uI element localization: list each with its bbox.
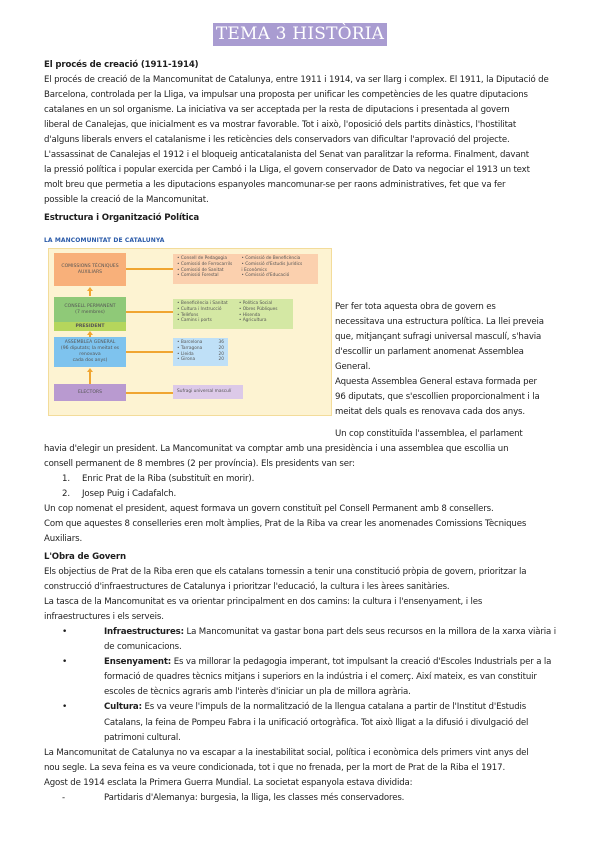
section-structure-heading-wrap — [44, 211, 558, 226]
list-item: i Econòmics — [241, 267, 267, 273]
paragraph-line: molt breu que permetia a les diputacions espanyoles mancomunar-se per raons administratives, fet que va fer — [44, 180, 506, 191]
list-item: • Comissió Forestal — [177, 273, 219, 279]
comissions-list-box — [173, 254, 318, 284]
comissions-list-col2 — [241, 256, 304, 279]
electors-label: ELECTORS — [77, 389, 103, 395]
paragraph-line: Auxiliars. — [44, 534, 83, 545]
presidents-list — [44, 472, 558, 502]
list-item: • Comissió de Sanitat — [177, 267, 224, 273]
bullet-text: Es va veure l'impuls de la normalització de la llengua catalana a partir de l'Institut d'Estudis — [141, 702, 527, 713]
paragraph-line: construcció d'infraestructures de Catalunya i prioritzar l'educació, la cultura i les àrees sanitàries. — [44, 582, 450, 593]
connector-line — [126, 392, 173, 394]
president-box — [54, 322, 126, 331]
list-item: • Comissió de Beneficència — [241, 256, 301, 261]
bullet-text: formació de quadres tècnics mitjans i superiors en la indústria i el comerç. Així mateix, es van constituir — [104, 672, 537, 683]
list-item: • Política Social — [238, 301, 273, 306]
assemblea-desc: (96 diputats; la meitat es renovava — [60, 346, 120, 357]
arrow-up-icon — [87, 287, 93, 291]
bullet-text: La Mancomunitat va gastar bona part dels seus recursos en la millora de la xarxa viària i — [183, 627, 556, 638]
list-item: • Comissió d'Educació — [241, 273, 290, 279]
assemblea-list-box — [173, 338, 228, 366]
bullet-text: de comunicacions. — [104, 642, 182, 653]
paragraph-line: General. — [335, 362, 371, 373]
assemblea-desc-2: cada dos anys) — [72, 358, 108, 363]
mancomunitat-diagram — [44, 237, 331, 417]
list-item: • Obres Públiques — [238, 306, 278, 312]
electors-list-box — [173, 385, 243, 399]
paragraph-line: Barcelona, controlada per la Lliga, va impulsar una proposta per unificar les competències de les quatre diputacions — [44, 90, 528, 101]
consell-list-box — [173, 299, 293, 329]
list-item — [177, 357, 224, 363]
paragraph-line: consell permanent de 8 membres (2 per província). Els presidents van ser: — [44, 459, 355, 470]
bullet-icon: • — [62, 627, 68, 638]
paragraph-line: Els objectius de Prat de la Riba eren que els catalans tornessin a tenir una constitució pròpia de govern, prioritzar la — [44, 567, 527, 578]
paragraph-line: la pressió política i popular exercida per Cambó i la Lliga, el govern conservador de Dato va negociar el 1913 un text — [44, 165, 530, 176]
province-seats: 36 — [218, 340, 224, 345]
paragraph-line: Per fer tota aquesta obra de govern es — [335, 302, 496, 312]
dash-marker: - — [62, 792, 65, 803]
dash-item — [44, 791, 558, 806]
bullet-icon: • — [62, 702, 68, 713]
bullet-text: patrimoni cultural. — [104, 732, 181, 743]
consell-members: (7 membres) — [75, 309, 105, 315]
province-seats: 20 — [218, 351, 224, 357]
list-item: • Cultura i Instrucció — [177, 306, 222, 312]
connector-line — [126, 268, 173, 270]
paragraph-line: possible la creació de la Mancomunitat. — [44, 195, 209, 206]
list-number: 1. — [62, 474, 70, 485]
list-item: • Comissió d'Estudis Jurídics — [241, 261, 303, 267]
province-name: • Girona — [177, 357, 196, 363]
bullet-text: Catalans, la feina de Pompeu Fabra i la unificació ortogràfica. Tot això lligat a la difusió i divulgació del — [104, 717, 529, 728]
province-seats: 20 — [218, 345, 224, 351]
paragraph-line: Agost de 1914 esclata la Primera Guerra Mundial. La societat espanyola estava dividida: — [44, 777, 413, 788]
president-label: PRESIDENT — [75, 323, 105, 329]
section-heading-creation: El procés de creació (1911-1914) — [44, 60, 199, 70]
electors-box — [54, 384, 126, 401]
suffrage-text: Sufragi universal masculí — [177, 389, 232, 395]
paragraph-line: La Mancomunitat de Catalunya no va escapar a la inestabilitat social, política i econòmica dels primers vint anys del — [44, 747, 529, 758]
bullet-term: Cultura: — [104, 702, 142, 713]
bullet-item-cultura — [44, 700, 558, 745]
diagram-title: LA MANCOMUNITAT DE CATALUNYA — [44, 237, 165, 244]
bullet-item-ensenyament — [44, 655, 558, 700]
paragraph-line: d'alguns liberals envers el catalanisme i les reticències dels conservadors van dificultar l'aprovació del projecte. — [44, 135, 510, 146]
president-item — [44, 487, 558, 502]
paragraph-line: Aquesta Assemblea General estava formada per — [335, 377, 537, 388]
paragraph-line: necessitava una estructura política. La llei preveia — [335, 317, 544, 328]
province-seats: 20 — [218, 357, 224, 363]
bullet-icon: • — [62, 657, 68, 668]
paragraph-line: catalanes en un sol organisme. La iniciativa va ser acceptada per la resta de diputacions i presentada al govern — [44, 105, 510, 116]
paragraph-line: 96 diputats, que s'escollien proporcionalment i la — [335, 392, 540, 403]
title-wrapper — [0, 23, 600, 46]
section-govern — [44, 550, 558, 806]
section-heading-govern: L'Obra de Govern — [44, 552, 126, 562]
list-number: 2. — [62, 489, 70, 500]
assemblea-box — [54, 337, 126, 367]
section-creation — [44, 58, 558, 208]
paragraph-line: havia d'elegir un president. La Mancomunitat va comptar amb una presidència i una assemblea que escollia un — [44, 444, 509, 455]
paragraph-line: d'escollir un parlament anomenat Assemblea — [335, 347, 524, 358]
section-heading-structure: Estructura i Organització Política — [44, 213, 200, 223]
province-name: • Tarragona — [177, 345, 203, 351]
bullet-term: Ensenyament: — [104, 657, 172, 668]
connector-line — [126, 311, 173, 313]
connector-line — [89, 371, 91, 384]
paragraph-line: nou segle. La seva feina es va veure condicionada, tot i que no frenada, per la mort de Prat de la Riba el 1917. — [44, 762, 506, 773]
dash-text: Partidaris d'Alemanya: burgesia, la lliga, les classes més conservadores. — [104, 792, 405, 803]
comissions-list-col1 — [177, 256, 240, 279]
paragraph-line: Com que aquestes 8 conselleries eren molt àmplies, Prat de la Riba va crear les anomenades Comissions Tècniques — [44, 519, 527, 530]
paragraph-line: Un cop nomenat el president, aquest formava un govern constituït pel Consell Permanent amb 8 consellers. — [44, 504, 494, 515]
consell-list-col2 — [239, 301, 288, 324]
paragraph-line: El procés de creació de la Mancomunitat de Catalunya, entre 1911 i 1914, va ser llarg i complex. El 1911, la Diputació de — [44, 75, 549, 86]
structure-side-text — [335, 300, 560, 420]
document-title: TEMA 3 HISTÒRIA — [213, 23, 387, 46]
paragraph-line: Un cop constituïda l'assemblea, el parlament — [335, 429, 523, 439]
dash-list — [44, 791, 558, 806]
govern-bullet-list — [44, 625, 558, 745]
paragraph-line: La tasca de la Mancomunitat es va orientar principalment en dos camins: la cultura i l'ensenyament, i les — [44, 597, 483, 608]
assemblea-label: ASSEMBLEA GENERAL — [64, 340, 116, 345]
consell-box — [54, 297, 126, 322]
list-item: • Comissió de Ferrocarrils — [177, 261, 233, 267]
arrow-up-icon — [87, 368, 93, 372]
comissions-box — [54, 253, 126, 286]
paragraph-line: infraestructures i els serveis. — [44, 612, 164, 623]
structure-continued — [44, 427, 558, 547]
consell-list-col1 — [177, 301, 237, 324]
president-name: Josep Puig i Cadafalch. — [82, 489, 177, 500]
province-name: • Barcelona — [177, 340, 203, 345]
bullet-text: Es va millorar la pedagogia imperant, tot impulsant la creació d'Escoles Industrials per a la — [171, 657, 552, 668]
bullet-item-infraestructures — [44, 625, 558, 655]
comissions-label-2: AUXILIARS — [77, 269, 103, 275]
list-item: • Beneficència i Sanitat — [177, 301, 228, 306]
bullet-text: escoles de tècnics agraris amb l'interès d'iniciar un pla de millora agrària. — [104, 687, 411, 698]
paragraph-line: L'assassinat de Canalejas el 1912 i el bloqueig anticatalanista del Senat van paralitzar la reforma. Finalment, davant — [44, 150, 529, 161]
president-item — [44, 472, 558, 487]
paragraph-line: meitat dels quals es renovava cada dos anys. — [335, 407, 525, 418]
list-item: • Camins i ports — [177, 318, 212, 324]
province-name: • Lleida — [177, 351, 194, 357]
bullet-term: Infraestructures: — [104, 627, 184, 638]
consell-label: CONSELL PERMANENT — [64, 303, 116, 309]
president-name: Enric Prat de la Riba (substituït en morir). — [82, 474, 255, 485]
connector-line — [126, 351, 173, 353]
comissions-label: COMISSIONS TÈCNIQUES — [61, 263, 119, 269]
list-item: • Hisenda — [238, 312, 261, 318]
arrow-up-icon — [87, 331, 93, 335]
list-item: • Agricultura — [238, 318, 267, 324]
paragraph-line: que, mitjançant sufragi universal masculí, s'havia — [335, 332, 542, 343]
list-item: • Telèfons — [177, 312, 199, 318]
list-item: • Consell de Pedagogia — [177, 256, 227, 261]
paragraph-line: liberal de Canalejas, que inicialment es va mostrar favorable. Tot i això, l'oposició dels partits dinàstics, l'hostilitat — [44, 120, 517, 131]
